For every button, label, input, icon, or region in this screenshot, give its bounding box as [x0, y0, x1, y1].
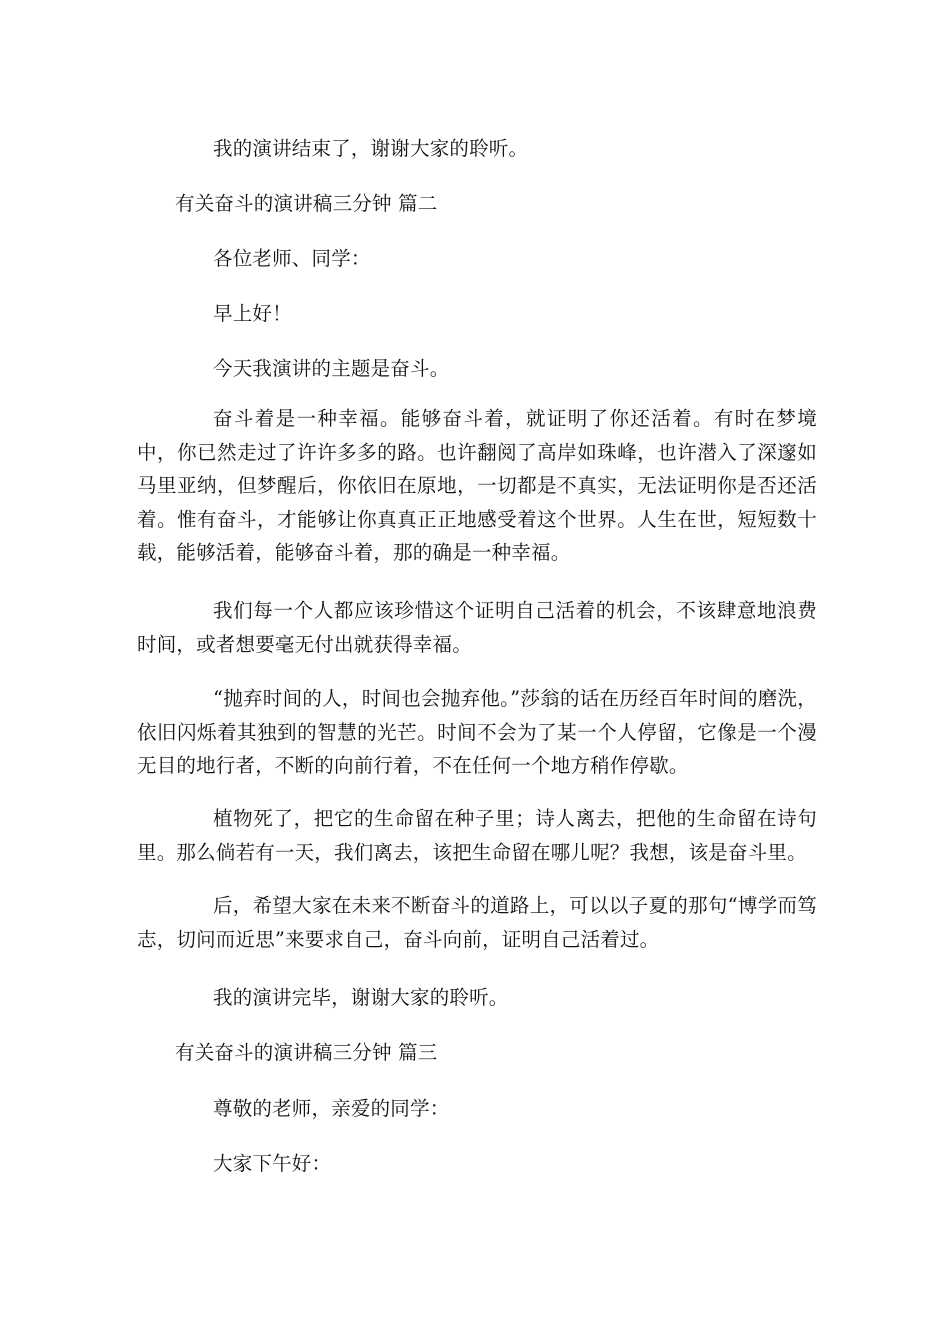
closing-line-1: 我的演讲结束了，谢谢大家的聆听。 [213, 137, 529, 160]
section-heading-2: 有关奋斗的演讲稿三分钟 篇二 [175, 192, 438, 215]
topic-line-2: 今天我演讲的主题是奋斗。 [213, 357, 450, 380]
body-paragraph: “抛弃时间的人，时间也会抛弃他。”莎翁的话在历经百年时间的磨洗，依旧闪烁着其独到的智慧的光芒。时间不会为了某一个人停留，它像是一个漫无目的地行者，不断的向前行着，不在任何一个地方稍作停歇。 [137, 687, 817, 777]
greeting-3: 大家下午好： [213, 1152, 332, 1175]
closing-line-2: 我的演讲完毕，谢谢大家的聆听。 [213, 986, 509, 1009]
salutation-3: 尊敬的老师，亲爱的同学： [213, 1097, 450, 1120]
section-heading-3: 有关奋斗的演讲稿三分钟 篇三 [175, 1041, 438, 1064]
salutation-2: 各位老师、同学： [213, 247, 371, 270]
body-paragraph: 我们每一个人都应该珍惜这个证明自己活着的机会，不该肆意地浪费时间，或者想要毫无付出就获得幸福。 [137, 599, 817, 656]
body-paragraph: 后，希望大家在未来不断奋斗的道路上，可以以子夏的那句“博学而笃志，切问而近思”来要求自己，奋斗向前，证明自己活着过。 [137, 894, 817, 951]
body-paragraph: 植物死了，把它的生命留在种子里；诗人离去，把他的生命留在诗句里。那么倘若有一天，我们离去，该把生命留在哪儿呢？我想，该是奋斗里。 [137, 807, 817, 864]
body-paragraph: 奋斗着是一种幸福。能够奋斗着，就证明了你还活着。有时在梦境中，你已然走过了许许多多的路。也许翻阅了高岸如珠峰，也许潜入了深邃如马里亚纳，但梦醒后，你依旧在原地，一切都是不真实，无法证明你是否还活着。惟有奋斗，才能够让你真真正正地感受着这个世界。人生在世，短短数十载，能够活着，能够奋斗着，那的确是一种幸福。 [137, 407, 817, 564]
greeting-2: 早上好！ [213, 302, 292, 325]
